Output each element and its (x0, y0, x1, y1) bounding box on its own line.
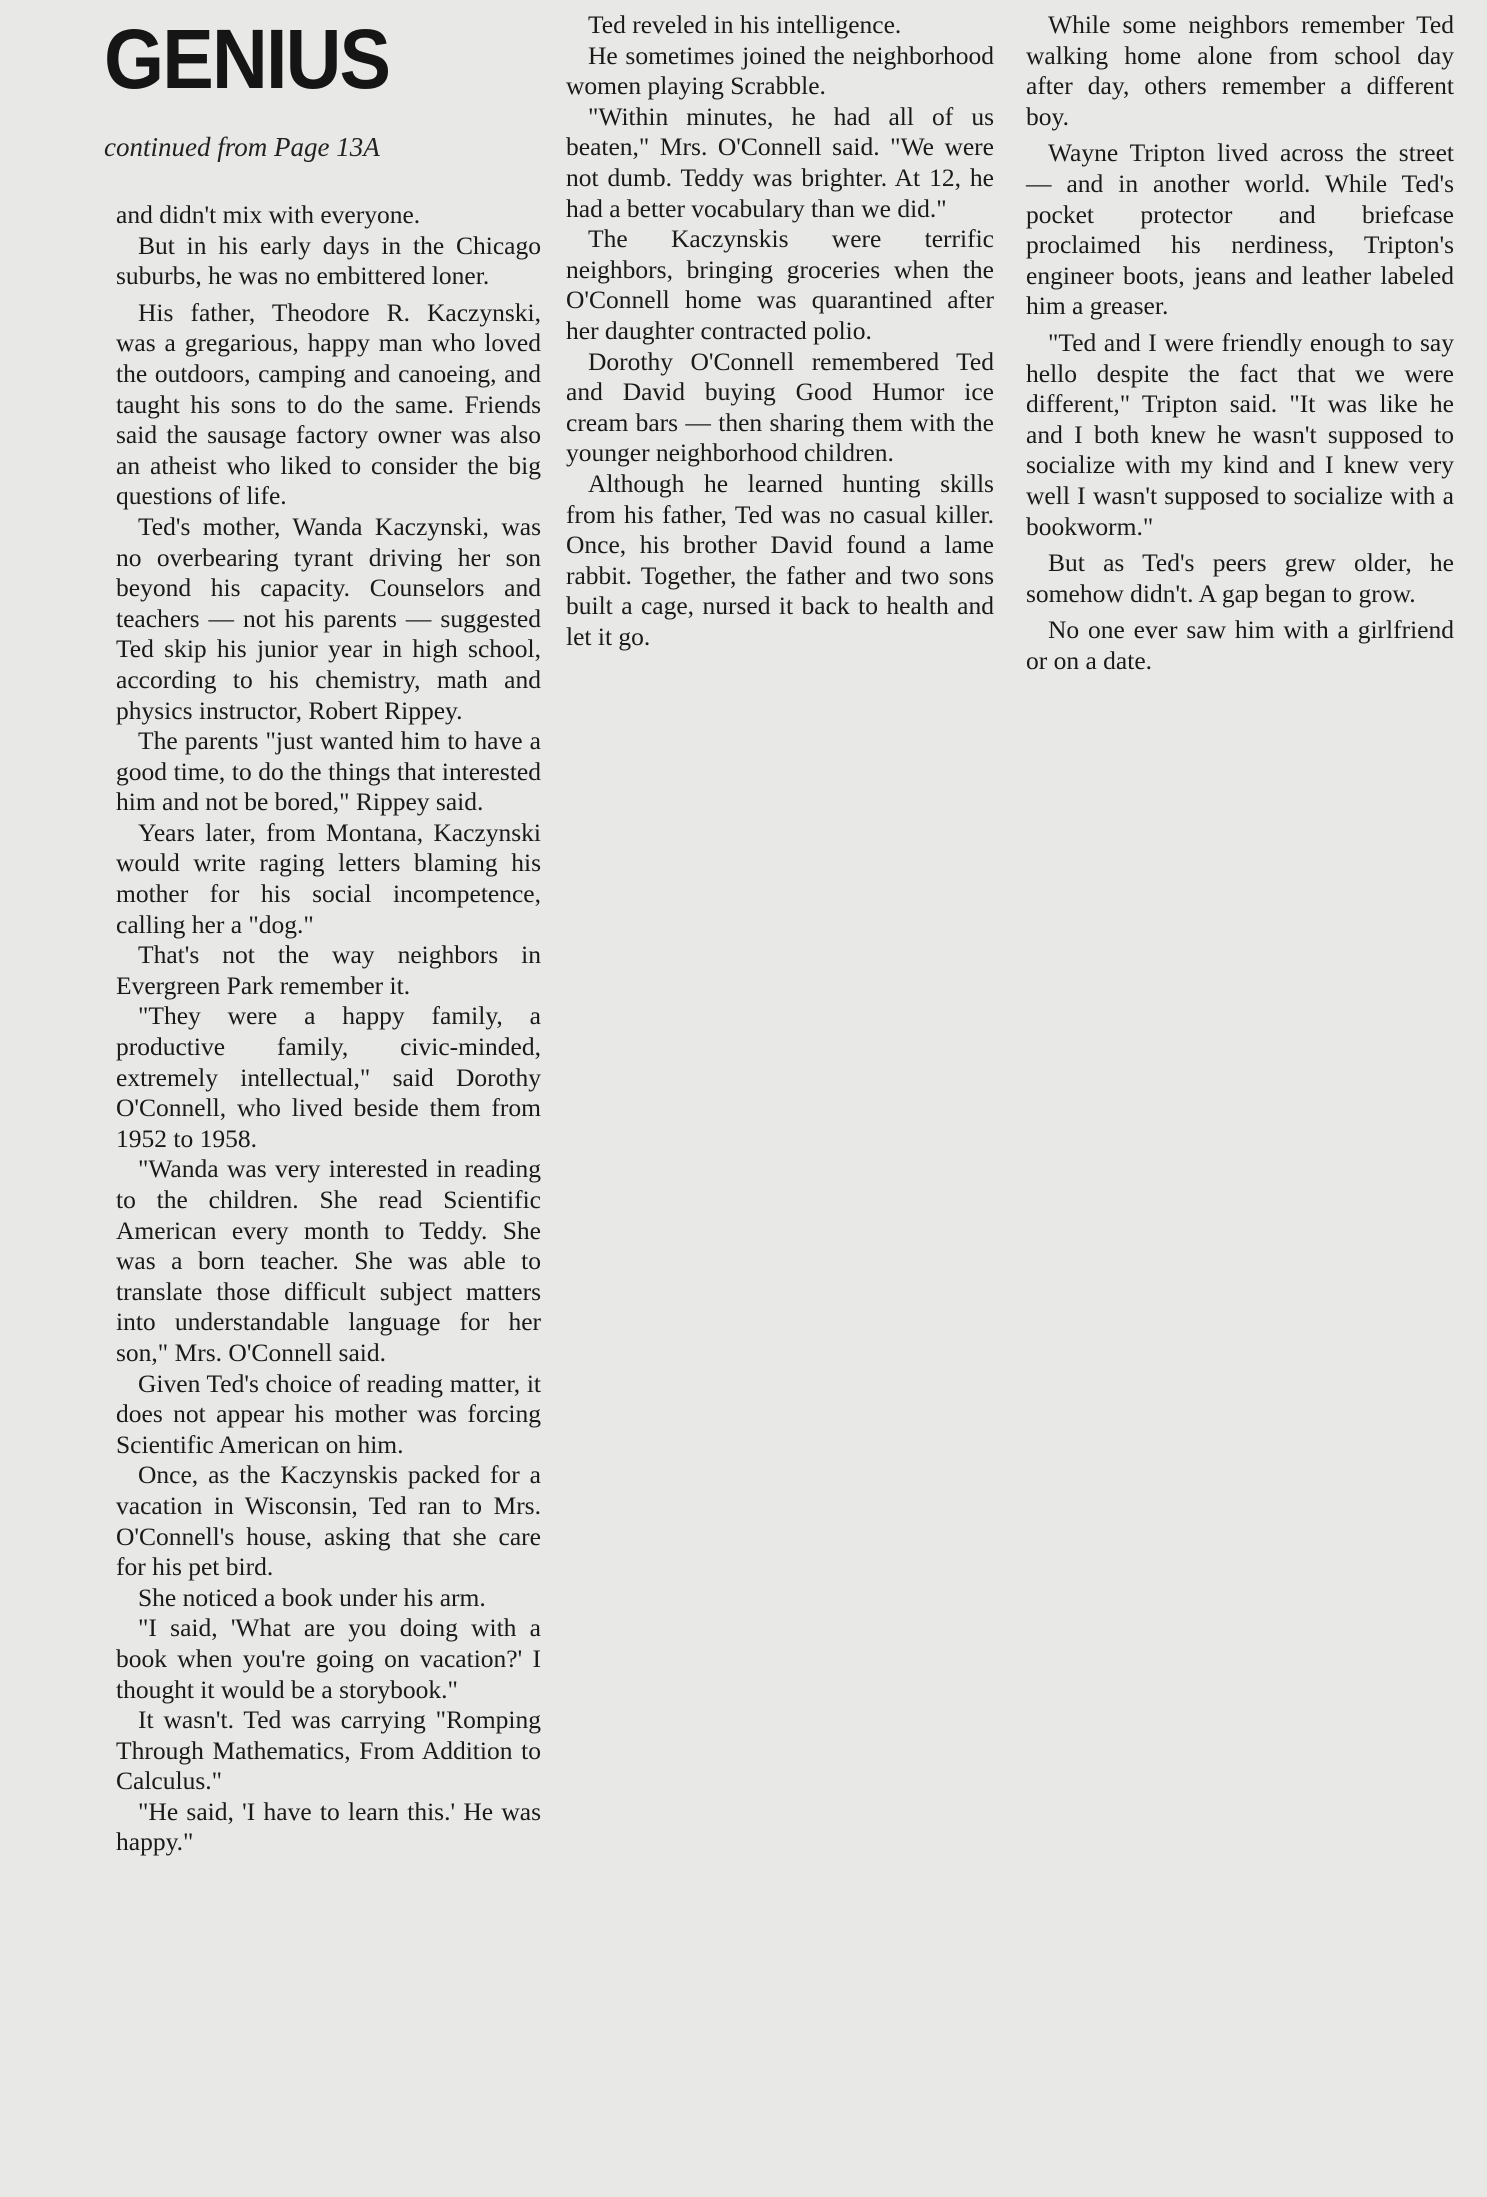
column-1 (116, 200, 541, 1858)
paragraph: "They were a happy family, a productive family, civic-minded, extremely intellectual," said Dorothy O'Connell, who lived beside them from 1952 to 1958. (116, 1001, 541, 1153)
paragraph: He sometimes joined the neighborhood women playing Scrabble. (566, 40, 994, 101)
paragraph: Although he learned hunting skills from his father, Ted was no casual killer. Once, his brother David found a lame rabbit. Together, the father and two sons built a cage, nursed it back to health and let it go. (566, 468, 994, 651)
paragraph: Given Ted's choice of reading matter, it does not appear his mother was forcing Scientific American on him. (116, 1368, 541, 1459)
headline: GENIUS (104, 12, 390, 106)
paragraph: "He said, 'I have to learn this.' He was happy." (116, 1796, 541, 1857)
paragraph: But as Ted's peers grew older, he somehow didn't. A gap began to grow. (1026, 548, 1454, 608)
paragraph: Dorothy O'Connell remembered Ted and David buying Good Humor ice cream bars — then sharing them with the younger neighborhood children. (566, 346, 994, 468)
jump-line: continued from Page 13A (104, 132, 380, 162)
paragraph: Ted reveled in his intelligence. (588, 10, 902, 39)
paragraph: "Wanda was very interested in reading to the children. She read Scientific American every month to Teddy. She was a born teacher. She was able to translate those difficult subject matters into understandable language for her son," Mrs. O'Connell said. (116, 1154, 541, 1367)
paragraph: She noticed a book under his arm. (138, 1582, 486, 1612)
paragraph: That's not the way neighbors in Evergreen Park remember it. (116, 940, 541, 1000)
paragraph: Once, as the Kaczynskis packed for a vacation in Wisconsin, Ted ran to Mrs. O'Connell's house, asking that she care for his pet bird. (116, 1460, 541, 1582)
paragraph: It wasn't. Ted was carrying "Romping Through Mathematics, From Addition to Calculus." (116, 1705, 541, 1796)
paragraph: But in his early days in the Chicago suburbs, he was no embittered loner. (116, 230, 541, 291)
paragraph: His father, Theodore R. Kaczynski, was a gregarious, happy man who loved the outdoors, camping and canoeing, and taught his sons to do the same. Friends said the sausage factory owner was also an atheist who liked to consider the big questions of life. (116, 297, 541, 511)
paragraph: Ted's mother, Wanda Kaczynski, was no overbearing tyrant driving her son beyond his capacity. Counselors and teachers — not his parents — suggested Ted skip his junior year in high school, according to his chemistry, math and physics instructor, Robert Rippey. (116, 511, 541, 725)
paragraph: No one ever saw him with a girlfriend or on a date. (1026, 615, 1454, 675)
paragraph: The parents "just wanted him to have a good time, to do the things that interested him and not be bored," Rippey said. (116, 726, 541, 817)
paragraph: and didn't mix with everyone. (116, 200, 421, 229)
paragraph: Wayne Tripton lived across the street — and in another world. While Ted's pocket protector and briefcase proclaimed his nerdiness, Tripton's engineer boots, jeans and leather labeled him a greaser. (1026, 138, 1454, 321)
column-3 (1026, 10, 1454, 676)
paragraph: "I said, 'What are you doing with a book when you're going on vacation?' I thought it would be a storybook." (116, 1613, 541, 1704)
paragraph: "Within minutes, he had all of us beaten," Mrs. O'Connell said. "We were not dumb. Teddy was brighter. At 12, he had a better vocabulary than we did." (566, 101, 994, 223)
paragraph: "Ted and I were friendly enough to say hello despite the fact that we were different," Tripton said. "It was like he and I both knew he wasn't supposed to socialize with my kind and I knew very well I wasn't supposed to socialize with a bookworm." (1026, 327, 1454, 541)
column-2 (566, 10, 994, 652)
paragraph: The Kaczynskis were terrific neighbors, bringing groceries when the O'Connell home was quarantined after her daughter contracted polio. (566, 224, 994, 345)
paragraph: Years later, from Montana, Kaczynski would write raging letters blaming his mother for his social incompetence, calling her a "dog." (116, 817, 541, 939)
paragraph: While some neighbors remember Ted walking home alone from school day after day, others remember a different boy. (1026, 10, 1454, 131)
